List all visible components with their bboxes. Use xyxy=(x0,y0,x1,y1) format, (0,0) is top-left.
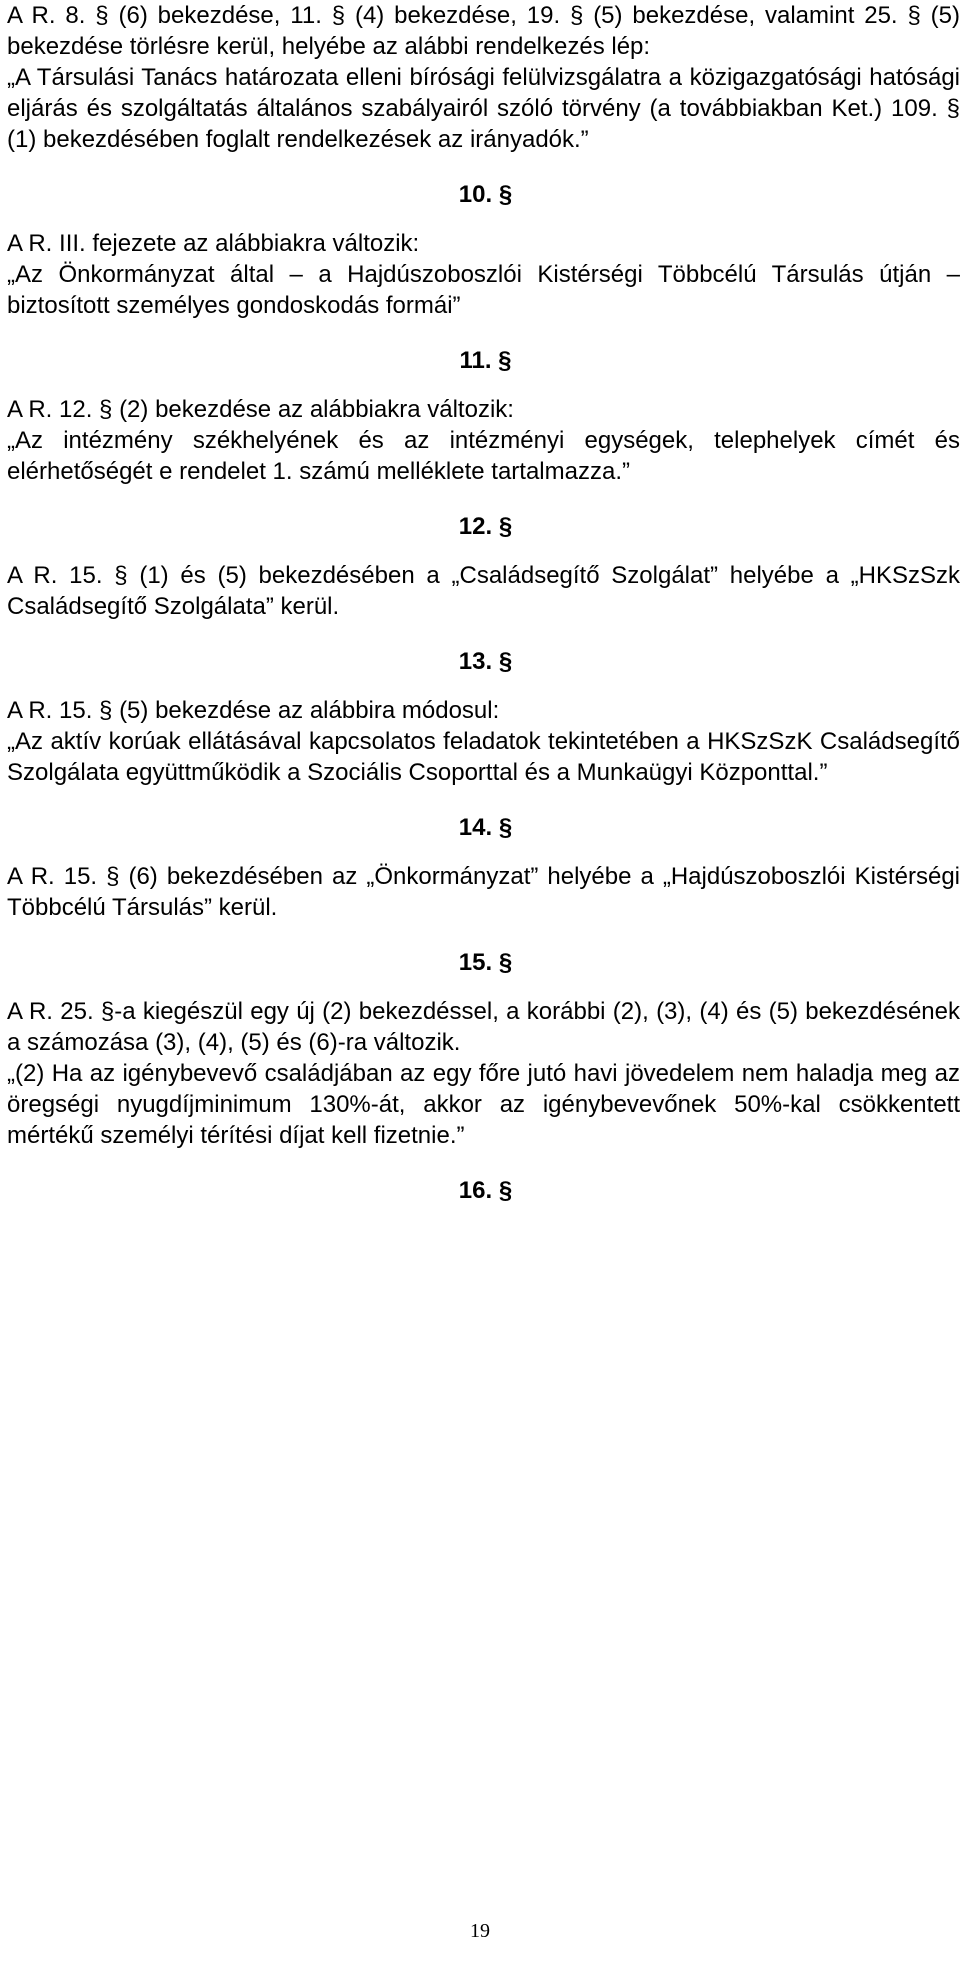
section-heading-13: 13. § xyxy=(458,648,513,675)
paragraph-10-quote: „Az Önkormányzat által – a Hajdúszoboszlói Kistérségi Többcélú Társulás útján – biztosított személyes gondoskodás formái” xyxy=(7,261,960,319)
page-number: 19 xyxy=(470,1920,490,1942)
paragraph-15-intro: A R. 25. §-a kiegészül egy új (2) bekezdéssel, a korábbi (2), (3), (4) és (5) bekezdésének a számozása (3), (4), (5) és (6)-ra változik. xyxy=(7,998,960,1056)
paragraph-14: A R. 15. § (6) bekezdésében az „Önkormányzat” helyébe a „Hajdúszoboszlói Kistérségi Többcélú Társulás” kerül. xyxy=(7,863,960,921)
section-heading-11: 11. § xyxy=(459,347,512,374)
paragraph-12: A R. 15. § (1) és (5) bekezdésében a „Családsegítő Szolgálat” helyébe a „HKSzSzk Családsegítő Szolgálata” kerül. xyxy=(7,562,960,620)
paragraph-13-quote: „Az aktív korúak ellátásával kapcsolatos feladatok tekintetében a HKSzSzK Családsegítő Szolgálata együttműködik a Szociális Csoporttal és a Munkaügyi Központtal.” xyxy=(7,728,960,786)
document-page xyxy=(7,0,960,1206)
section-heading-10: 10. § xyxy=(458,181,513,208)
section-heading-16: 16. § xyxy=(458,1177,513,1204)
section-heading-15: 15. § xyxy=(458,949,513,976)
section-heading-14: 14. § xyxy=(458,814,513,841)
paragraph-9-quote: „A Társulási Tanács határozata elleni bírósági felülvizsgálatra a közigazgatósági hatósági eljárás és szolgáltatás általános szabályairól szóló törvény (a továbbiakban Ket.) 109. § (1) bekezdésében foglalt rendelkezések az irányadók.” xyxy=(7,64,960,153)
paragraph-11-intro: A R. 12. § (2) bekezdése az alábbiakra változik: xyxy=(7,396,514,423)
paragraph-9-intro: A R. 8. § (6) bekezdése, 11. § (4) bekezdése, 19. § (5) bekezdése, valamint 25. § (5) bekezdése törlésre kerül, helyébe az alábbi rendelkezés lép: xyxy=(7,2,960,60)
paragraph-13-intro: A R. 15. § (5) bekezdése az alábbira módosul: xyxy=(7,697,500,724)
paragraph-11-quote: „Az intézmény székhelyének és az intézményi egységek, telephelyek címét és elérhetőségét e rendelet 1. számú melléklete tartalmazza.” xyxy=(7,427,960,485)
paragraph-10-intro: A R. III. fejezete az alábbiakra változik: xyxy=(7,230,420,257)
paragraph-15-quote: „(2) Ha az igénybevevő családjában az egy főre jutó havi jövedelem nem haladja meg az öregségi nyugdíjminimum 130%-át, akkor az igénybevevőnek 50%-kal csökkentett mértékű személyi térítési díjat kell fizetnie.” xyxy=(7,1060,960,1149)
section-heading-12: 12. § xyxy=(458,513,513,540)
